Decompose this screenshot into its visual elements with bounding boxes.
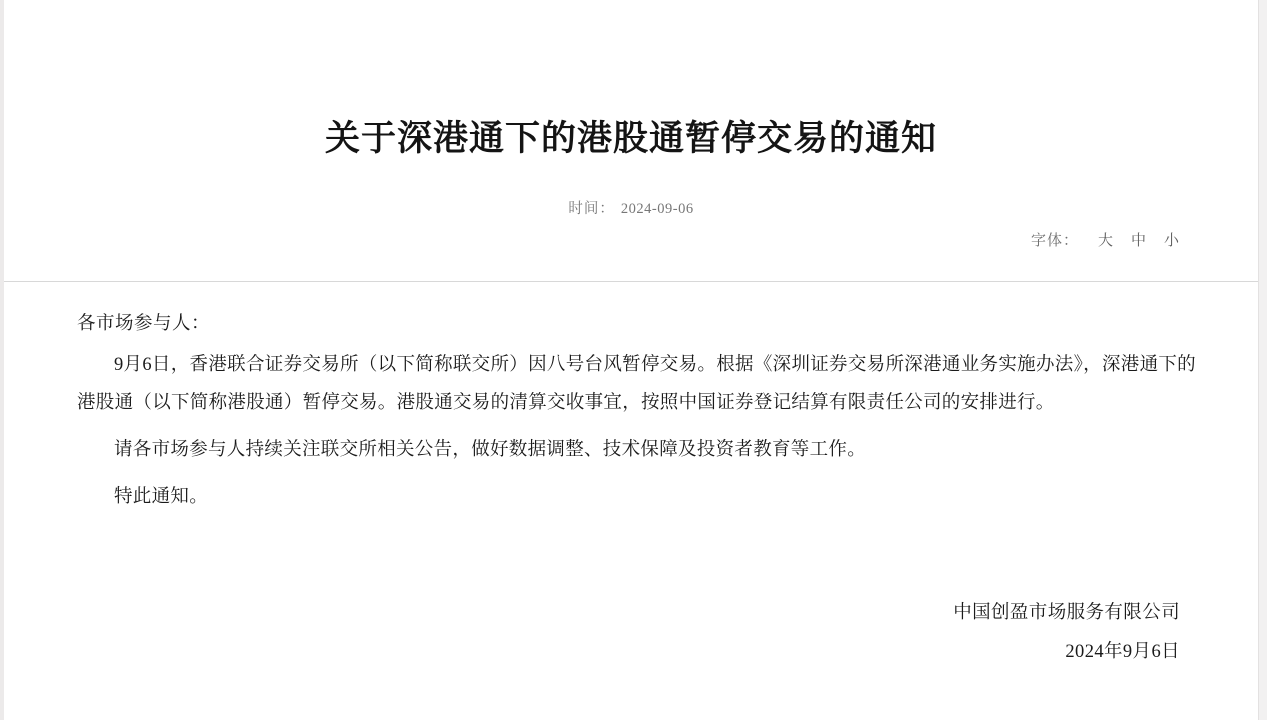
font-size-large-button[interactable]: 大: [1097, 233, 1113, 249]
signature-block: [953, 596, 1180, 670]
paragraph-2: 请各市场参与人持续关注联交所相关公告，做好数据调整、技术保障及投资者教育等工作。: [114, 440, 867, 461]
font-size-control: [1031, 229, 1188, 250]
document-sheet: [4, 0, 1258, 720]
paragraph-3: 特此通知。: [114, 487, 209, 508]
salutation: 各市场参与人：: [77, 314, 211, 334]
publish-time-label: 时间：: [568, 201, 615, 217]
font-size-small-button[interactable]: 小: [1163, 233, 1179, 249]
signature-date: 2024年9月6日: [1065, 641, 1180, 662]
signature-organization: 中国创盈市场服务有限公司: [953, 602, 1180, 623]
document-body: [77, 308, 1196, 517]
page-title: 关于深港通下的港股通暂停交易的通知: [324, 119, 937, 158]
header-divider: [4, 281, 1258, 282]
font-size-medium-button[interactable]: 中: [1130, 233, 1146, 249]
publish-time-value: 2024-09-06: [620, 201, 694, 217]
font-size-label: 字体：: [1030, 233, 1079, 249]
paragraph-1: 9月6日，香港联合证券交易所（以下简称联交所）因八号台风暂停交易。根据《深圳证券交易所深港通业务实施办法》，深港通下的港股通（以下简称港股通）暂停交易。港股通交易的清算交收事宜，按照中国证券登记结算有限责任公司的安排进行。: [77, 355, 1196, 413]
page-scrollbar-track[interactable]: [1258, 0, 1267, 720]
publish-time: [4, 197, 1258, 218]
